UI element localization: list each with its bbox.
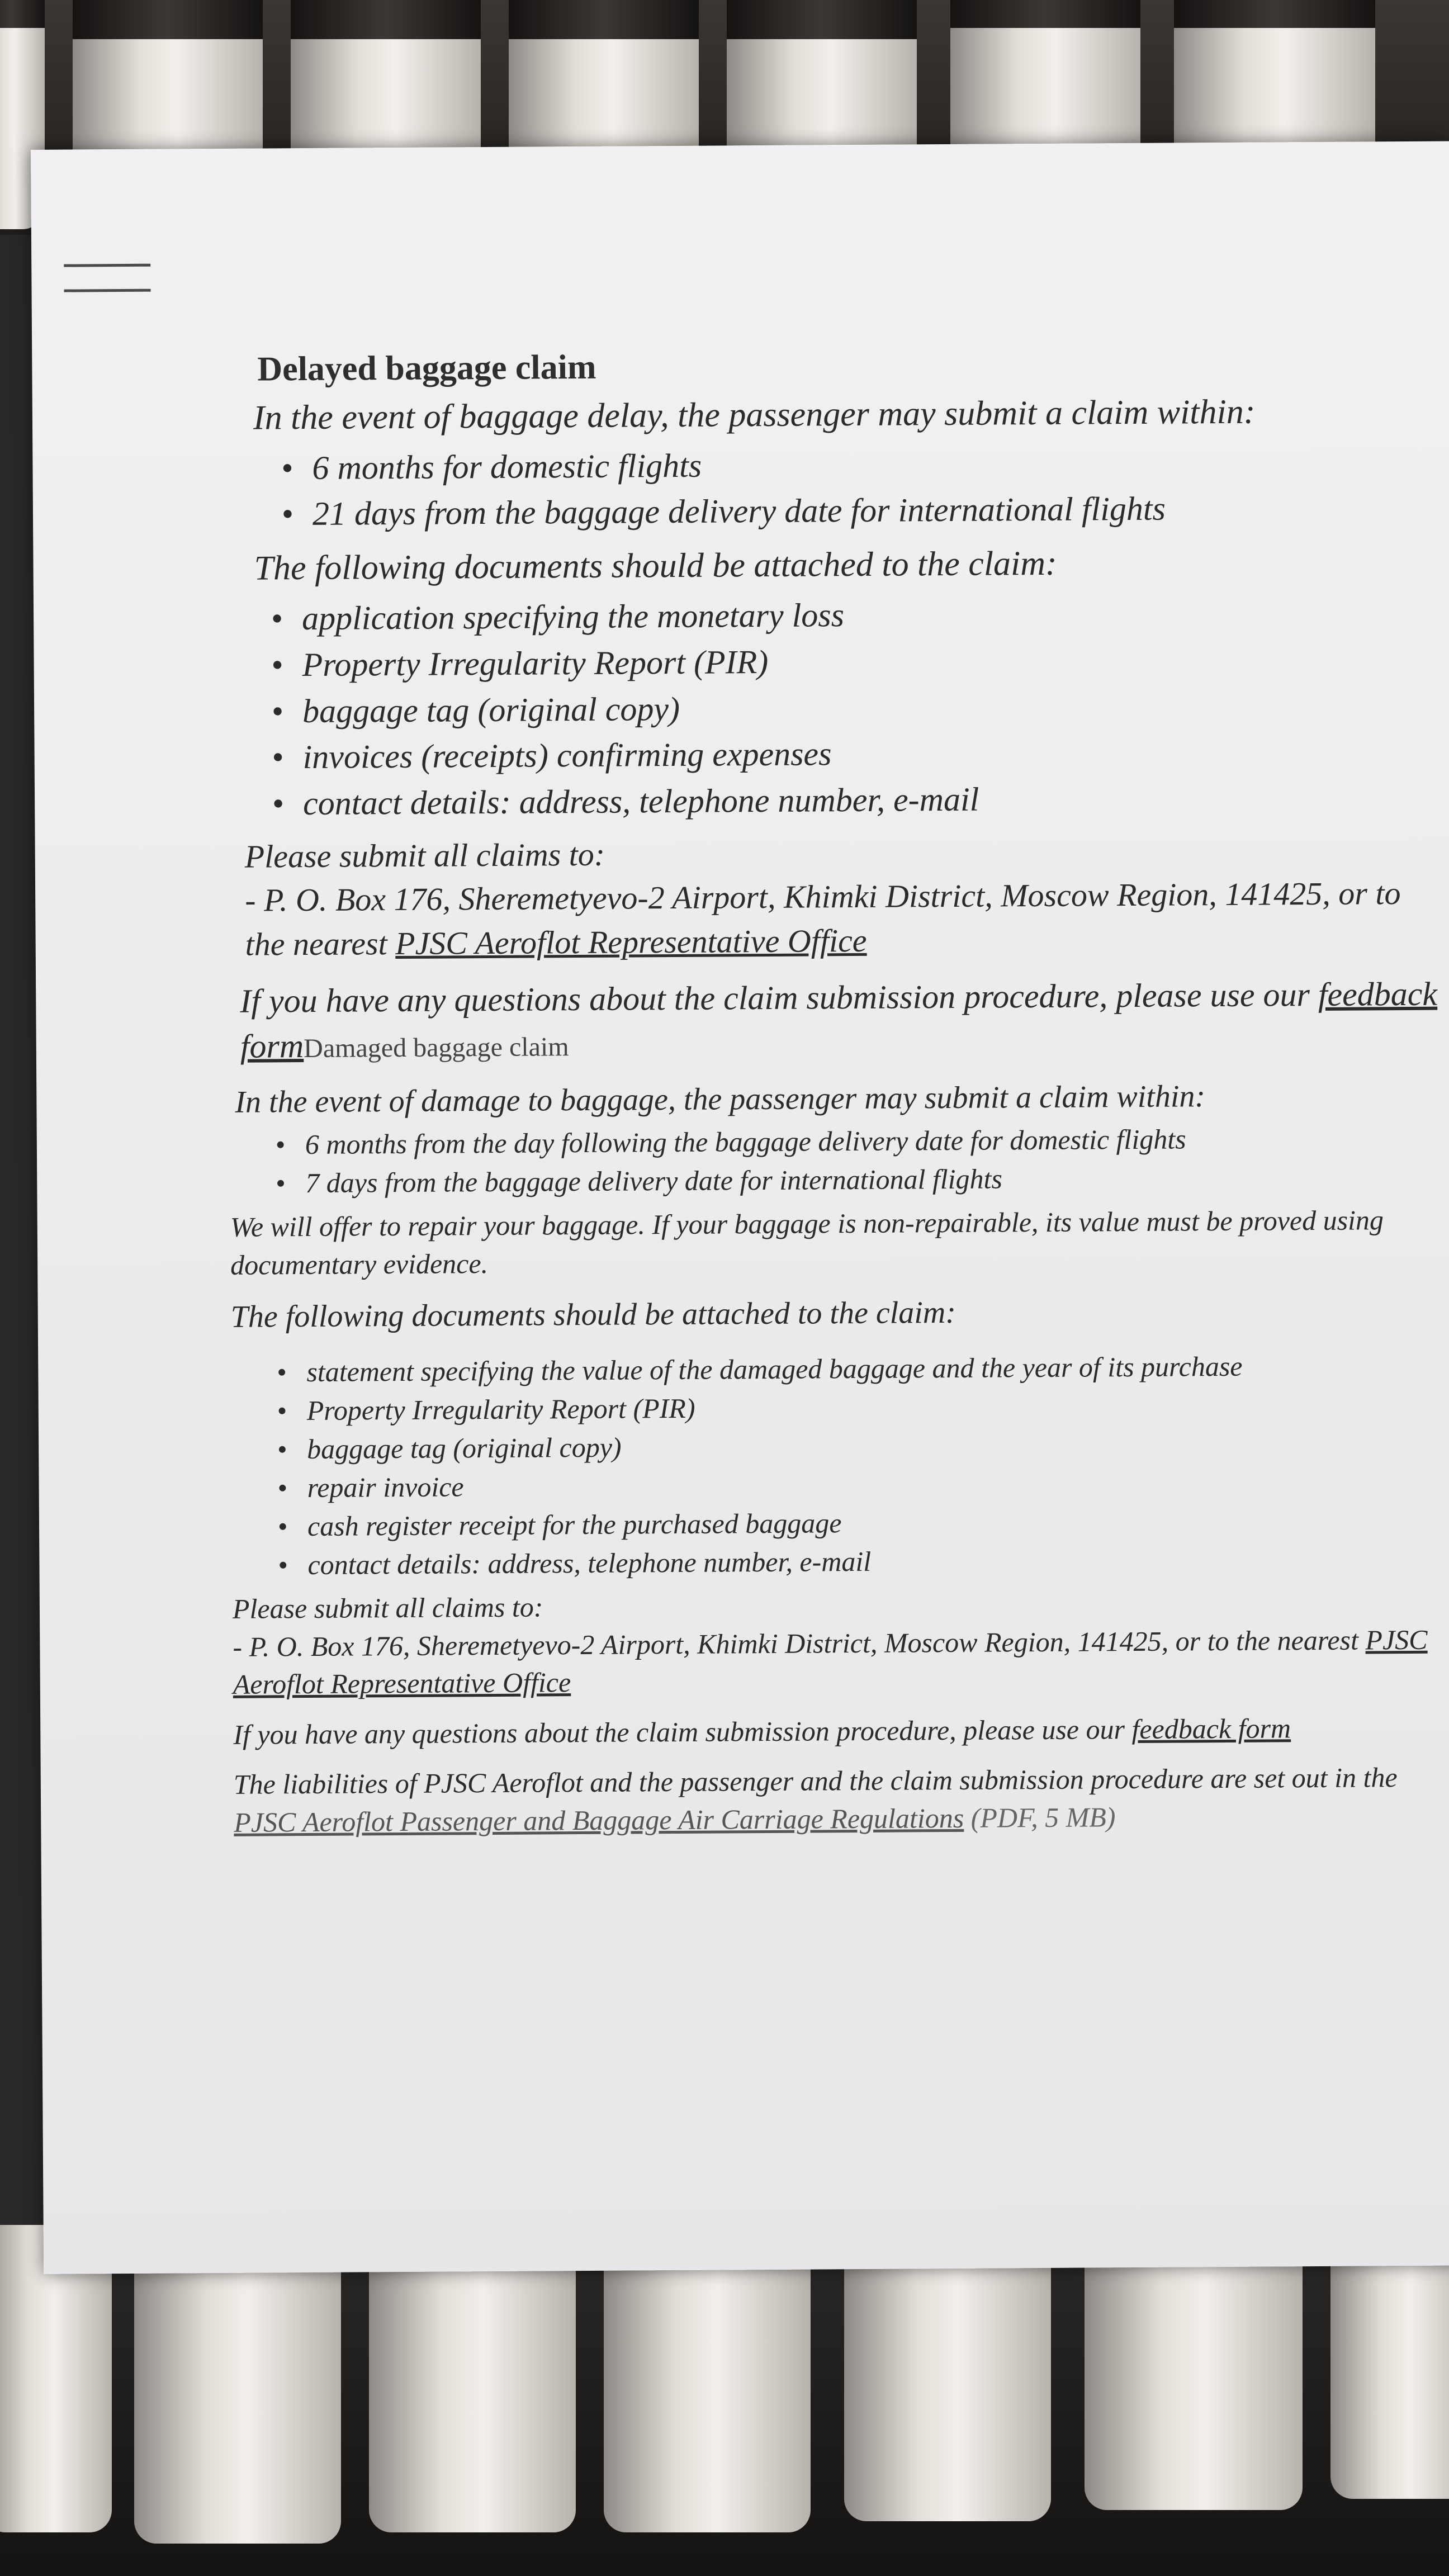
delayed-questions-text: If you have any questions about the claim submission procedure, please use our — [240, 976, 1310, 1020]
list-item: • repair invoice — [231, 1462, 1294, 1508]
damaged-liabilities — [234, 1759, 1436, 1841]
damaged-feedback-link[interactable]: feedback form — [1131, 1712, 1291, 1745]
menu-icon — [64, 264, 151, 315]
damaged-periods — [230, 1119, 1443, 1203]
delayed-address — [245, 872, 1442, 967]
damaged-liabilities-text: The liabilities of PJSC Aeroflot and the passenger and the claim submission procedure are set out in the — [233, 1761, 1398, 1800]
background-bottom — [0, 2225, 1449, 2576]
list-item: • 6 months for domestic flights — [248, 438, 1438, 491]
delayed-questions — [240, 971, 1442, 1069]
delayed-feedback-link[interactable]: feedback form — [240, 975, 1438, 1065]
regulations-link[interactable]: PJSC Aeroflot Passenger and Baggage Air Carriage Regulations — [234, 1802, 964, 1838]
damaged-repair-note: We will offer to repair your baggage. If your baggage is non-repairable, its value must be proved using documentary evidence. — [230, 1204, 1384, 1281]
delayed-submit-intro: Please submit all claims to: — [244, 836, 605, 875]
damaged-docs-intro: The following documents should be attached to the claim: — [230, 1295, 956, 1335]
delayed-address-text: - P. O. Box 176, Sheremetyevo-2 Airport, Khimki District, Moscow Region, 141425, or to the nearest — [245, 875, 1401, 963]
delayed-heading: Delayed baggage claim — [257, 348, 596, 389]
list-item: • 21 days from the baggage delivery date for international flights — [248, 484, 1439, 538]
damaged-address-text: - P. O. Box 176, Sheremetyevo-2 Airport, Khimki District, Moscow Region, 141425, or to the nearest — [233, 1624, 1359, 1663]
list-item: • baggage tag (original copy) — [238, 681, 1440, 735]
list-item: • Property Irregularity Report (PIR) — [231, 1385, 1294, 1431]
delayed-office-link[interactable]: PJSC Aeroflot Representative Office — [395, 922, 867, 962]
regulations-suffix: (PDF, 5 MB) — [970, 1801, 1116, 1834]
list-item: • application specifying the monetary loss — [238, 589, 1439, 642]
list-item: • invoices (receipts) confirming expenses — [238, 727, 1440, 781]
list-item: • cash register receipt for the purchased baggage — [232, 1501, 1294, 1546]
list-item: • contact details: address, telephone number, e-mail — [239, 774, 1441, 827]
background-roller — [844, 2225, 1051, 2521]
background-roller — [604, 2225, 811, 2532]
delayed-intro: In the event of baggage delay, the passenger may submit a claim within: — [253, 392, 1256, 437]
printed-page — [31, 141, 1449, 2274]
background-roller — [1085, 2225, 1303, 2510]
damaged-submit-intro: Please submit all claims to: — [232, 1591, 543, 1625]
damaged-questions-text: If you have any questions about the claim submission procedure, please use our — [233, 1713, 1125, 1750]
page-content — [225, 343, 1447, 1841]
list-item: • Property Irregularity Report (PIR) — [238, 634, 1439, 688]
list-item: • statement specifying the value of the damaged baggage and the year of its purchase — [231, 1347, 1293, 1392]
list-item: • 7 days from the baggage delivery date for international flights — [230, 1157, 1443, 1203]
list-item: • baggage tag (original copy) — [231, 1424, 1294, 1469]
list-item: • contact details: address, telephone number, e-mail — [232, 1540, 1294, 1585]
delayed-docs-intro: The following documents should be attached to the claim: — [254, 544, 1057, 588]
damaged-heading: Damaged baggage claim — [304, 1031, 569, 1063]
delayed-docs — [238, 589, 1441, 827]
list-item: • 6 months from the day following the baggage delivery date for domestic flights — [230, 1119, 1443, 1164]
damaged-intro: In the event of damage to baggage, the passenger may submit a claim within: — [235, 1079, 1206, 1120]
damaged-office-link[interactable]: PJSC Aeroflot Representative Office — [233, 1623, 1428, 1700]
damaged-questions — [233, 1708, 1435, 1754]
delayed-periods — [248, 438, 1439, 538]
damaged-docs — [231, 1347, 1294, 1585]
damaged-address — [233, 1621, 1435, 1703]
